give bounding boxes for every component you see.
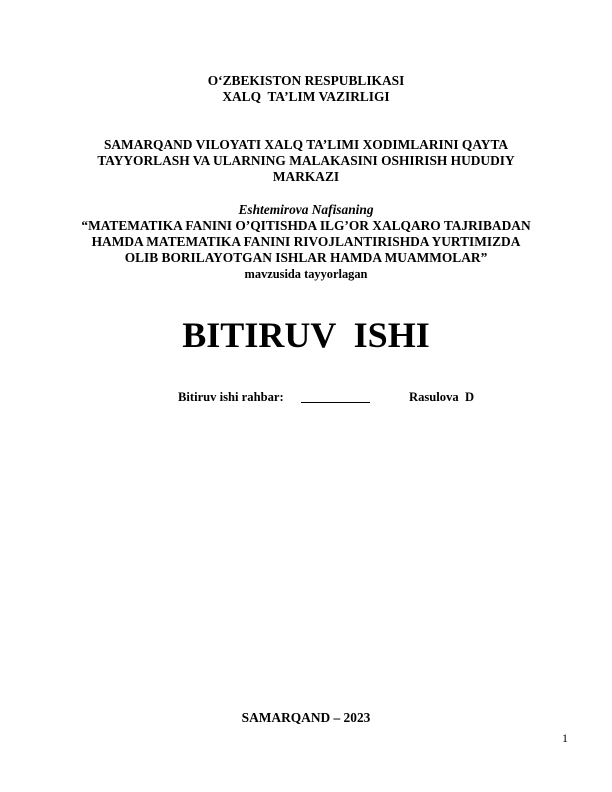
document-title: BITIRUV ISHI	[182, 315, 430, 355]
topic-line-2: HAMDA MATEMATIKA FANINI RIVOJLANTIRISHDA YURTIMIZDA	[91, 234, 521, 249]
page-number: 1	[562, 731, 568, 745]
ministry-country: O‘ZBEKISTON RESPUBLIKASI	[207, 73, 405, 88]
author-name: Eshtemirova Nafisaning	[238, 202, 374, 217]
institution-line-3: MARKAZI	[272, 169, 340, 184]
ministry-name: XALQ TA’LIM VAZIRLIGI	[222, 89, 390, 104]
topic-line-1: “MATEMATIKA FANINI O’QITISHDA ILG’OR XALQARO TAJRIBADAN	[81, 218, 531, 233]
supervisor-label: Bitiruv ishi rahbar:	[178, 390, 284, 404]
city-year: SAMARQAND – 2023	[241, 710, 371, 725]
topic-line-3: OLIB BORILAYOTGAN ISHLAR HAMDA MUAMMOLAR”	[124, 250, 488, 265]
institution-line-1: SAMARQAND VILOYATI XALQ TA’LIMI XODIMLARINI QAYTA	[103, 137, 509, 152]
topic-subtitle: mavzusida tayyorlagan	[244, 267, 368, 281]
signature-line	[301, 389, 370, 403]
institution-line-2: TAYYORLASH VA ULARNING MALAKASINI OSHIRISH HUDUDIY	[97, 153, 515, 168]
supervisor-name: Rasulova D	[409, 390, 475, 404]
supervisor-row	[0, 389, 612, 405]
